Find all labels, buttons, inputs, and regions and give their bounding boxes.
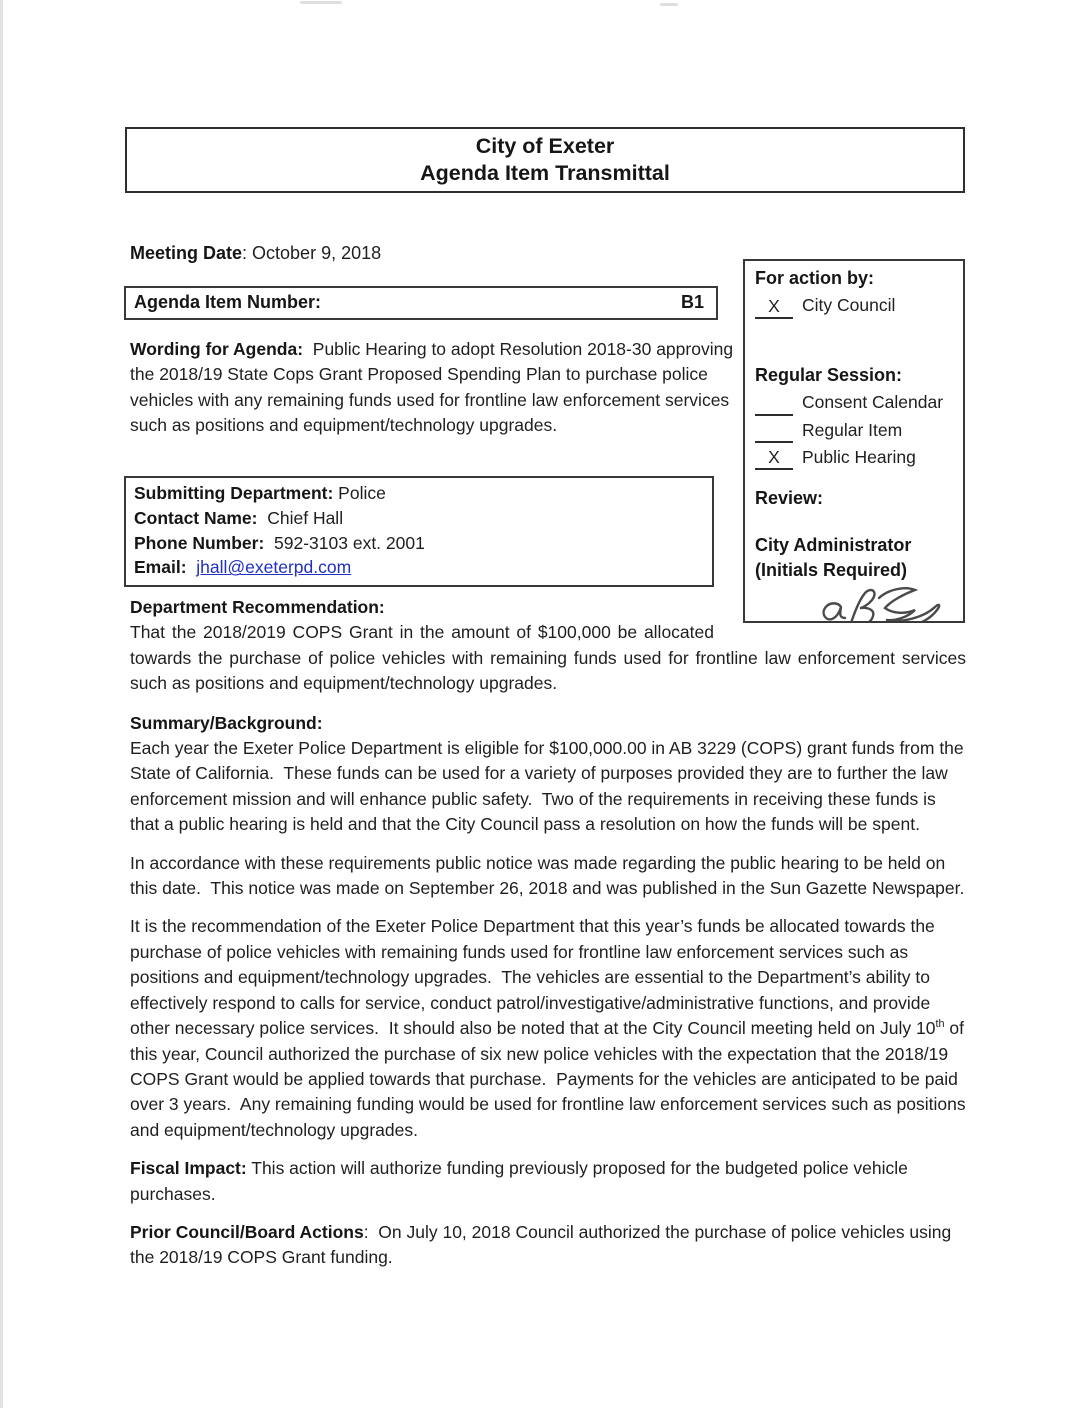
document-body — [130, 595, 971, 1271]
checkmark-regular-item — [755, 420, 793, 443]
scan-artifact — [300, 1, 342, 4]
prior-actions-paragraph: Prior Council/Board Actions: On July 10, 2018 Council authorized the purchase of police vehicles using the 2018/19 COPS Grant funding. — [130, 1221, 957, 1268]
contact-name-row: Contact Name: Chief Hall — [134, 507, 344, 528]
ordinal-superscript: th — [935, 1018, 945, 1031]
float-spacer — [714, 595, 966, 643]
city-administrator-label: City Administrator (Initials Required) — [755, 534, 912, 580]
wording-label: Wording for Agenda: — [130, 339, 304, 359]
title-box — [125, 127, 965, 193]
department-recommendation-title: Department Recommendation: — [130, 597, 385, 617]
summary-paragraph-3: It is the recommendation of the Exeter Police Department that this year’s funds be allocated towards the purchase of police vehicles with remaining funds used for frontline law enforcement services such as positions and equipment/technology upgrades. The vehicles are essential to the Department’s ability to effectively respond to calls for service, conduct patrol/investigative/administrative functions, and provide other necessary police services. It should also be noted that at the City Council meeting held on July 10th of this year, Council authorized the purchase of six new police vehicles with the expectation that the 2018/19 COPS Grant would be applied towards that purchase. Payments for the vehicles are anticipated to be paid over 3 years. Any remaining funding would be used for frontline law enforcement services such as positions and equipment/technology upgrades. — [130, 916, 971, 1140]
option-regular-item — [755, 418, 953, 443]
page-title: City of Exeter — [475, 134, 615, 158]
prior-actions-label: Prior Council/Board Actions — [130, 1221, 364, 1242]
checkmark-city-council: X — [755, 296, 793, 319]
checkmark-public-hearing: X — [755, 447, 793, 470]
action-box — [743, 259, 965, 623]
meeting-date-label: Meeting Date — [130, 243, 243, 263]
scan-artifact — [660, 3, 678, 6]
option-label: Regular Item — [802, 419, 903, 440]
checkmark-consent-calendar — [755, 393, 793, 416]
meeting-date-value: : October 9, 2018 — [242, 243, 382, 263]
fiscal-impact-label: Fiscal Impact: — [130, 1158, 247, 1179]
option-label: Consent Calendar — [802, 392, 944, 413]
page-subtitle: Agenda Item Transmittal — [420, 161, 670, 185]
submitting-department-box — [124, 476, 714, 587]
fiscal-impact-paragraph: Fiscal Impact: This action will authorize funding previously proposed for the budgeted police vehicle purchases. — [130, 1158, 913, 1204]
agenda-item-box — [124, 286, 718, 320]
review-heading: Review: — [755, 488, 824, 509]
email-row: Email: jhall@exeterpd.com — [134, 557, 352, 578]
agenda-item-value: B1 — [680, 292, 704, 313]
meeting-date-line — [130, 241, 381, 266]
option-city-council — [755, 293, 953, 318]
option-public-hearing — [755, 445, 953, 470]
email-link[interactable]: jhall@exeterpd.com — [196, 557, 352, 578]
summary-paragraph-2: In accordance with these requirements public notice was made regarding the public hearing to be held on this date. This notice was made on September 26, 2018 and was published in the Sun Gazette Newspaper. — [130, 852, 965, 899]
department-recommendation-body: That the 2018/2019 COPS Grant in the amount of $100,000 be allocated towards the purchase of police vehicles with remaining funds used for frontline law enforcement services such as positions and equipment/technology upgrades. — [130, 622, 971, 694]
wording-for-agenda-paragraph: Wording for Agenda: Public Hearing to adopt Resolution 2018-30 approving the 2018/19 State Cops Grant Proposed Spending Plan to purchase police vehicles with any remaining funds used for frontline law enforcement services such as positions and equipment/technology upgrades. — [130, 339, 738, 436]
for-action-by-heading: For action by: — [755, 268, 875, 288]
option-consent-calendar — [755, 390, 953, 415]
scan-edge-shadow — [0, 0, 3, 1408]
submitting-department-row: Submitting Department: Police — [134, 483, 386, 503]
summary-paragraph-1: Each year the Exeter Police Department is eligible for $100,000.00 in AB 3229 (COPS) grant funds from the State of California. These funds can be used for a variety of purposes provided they are to further the law enforcement mission and will enhance public safety. Two of the requirements in receiving these funds is that a public hearing is held and that the City Council pass a resolution on how the funds will be spent. — [130, 738, 969, 835]
regular-session-heading: Regular Session: — [755, 364, 903, 385]
agenda-item-label: Agenda Item Number: — [134, 292, 322, 313]
option-label: Public Hearing — [802, 447, 916, 468]
option-label: City Council — [802, 295, 896, 316]
summary-background-title: Summary/Background: — [130, 712, 323, 733]
phone-number-row: Phone Number: 592-3103 ext. 2001 — [134, 532, 425, 553]
